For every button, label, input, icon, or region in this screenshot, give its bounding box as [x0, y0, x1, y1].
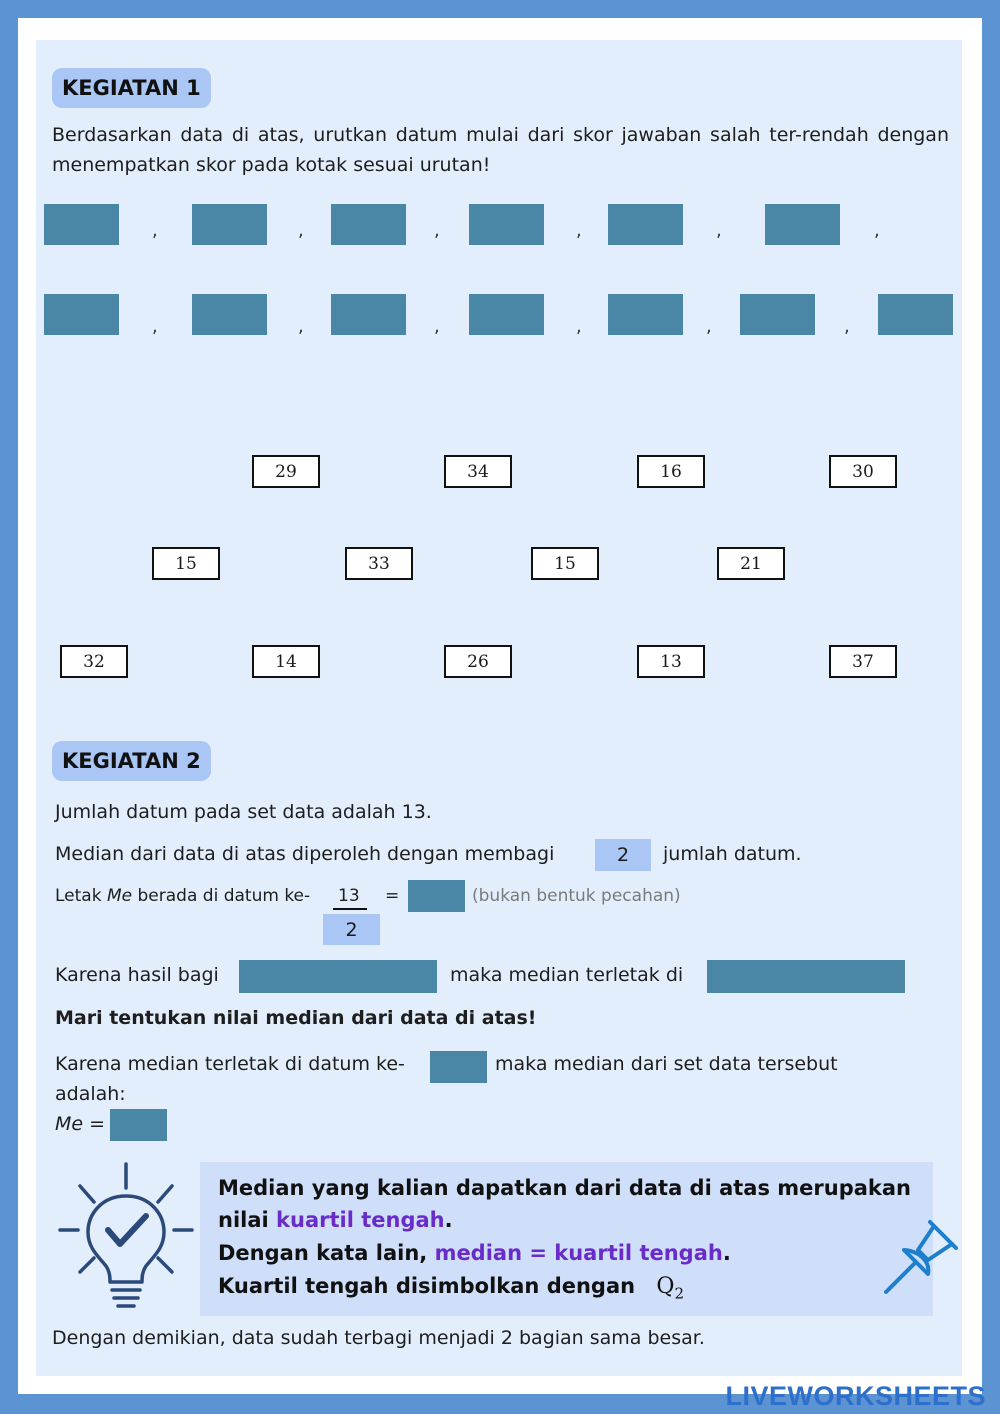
comma: ,: [844, 316, 850, 337]
comma: ,: [706, 316, 712, 337]
fraction-denominator: 2: [323, 914, 380, 945]
letak-me-text: [55, 881, 310, 911]
answer-slot-1[interactable]: [44, 204, 119, 245]
answer-slot-11[interactable]: [608, 294, 683, 335]
kegiatan-2-title: KEGIATAN 2: [52, 741, 211, 781]
note-line-3: [218, 1237, 731, 1269]
me-italic: Me: [106, 886, 133, 906]
answer-slot-7[interactable]: [44, 294, 119, 335]
fraction-numerator: 13: [338, 886, 360, 906]
comma: ,: [874, 220, 880, 241]
number-card[interactable]: 15: [152, 547, 220, 580]
equals-sign: =: [385, 886, 400, 906]
note-dengan-kata-lain: Dengan kata lain,: [218, 1241, 428, 1265]
number-card[interactable]: 32: [60, 645, 128, 678]
number-card[interactable]: 30: [829, 455, 897, 488]
comma: ,: [152, 316, 158, 337]
comma: ,: [152, 220, 158, 241]
number-card[interactable]: 13: [637, 645, 705, 678]
letak-rest: berada di datum ke-: [137, 886, 311, 906]
answer-slot-4[interactable]: [469, 204, 544, 245]
me-equals-label: [55, 1109, 105, 1139]
comma: ,: [576, 220, 582, 241]
note-box: [200, 1162, 933, 1316]
total-datum-text: Jumlah datum pada set data adalah 13.: [55, 801, 432, 823]
note-line-2: [218, 1204, 453, 1236]
number-card[interactable]: 34: [444, 455, 512, 488]
pushpin-icon: [878, 1214, 964, 1300]
hint-text: (bukan bentuk pecahan): [472, 886, 681, 906]
number-card[interactable]: 21: [717, 547, 785, 580]
conclusion-text: Dengan demikian, data sudah terbagi menjadi 2 bagian sama besar.: [52, 1327, 705, 1349]
answer-slot-5[interactable]: [608, 204, 683, 245]
median-datum-text: Karena median terletak di datum ke-: [55, 1053, 405, 1075]
answer-slot-12[interactable]: [740, 294, 815, 335]
adalah-text: adalah:: [55, 1083, 126, 1105]
median-value-answer[interactable]: [110, 1109, 167, 1141]
answer-slot-9[interactable]: [331, 294, 406, 335]
median-text-b: jumlah datum.: [663, 843, 802, 865]
hasil-bagi-text: Karena hasil bagi: [55, 964, 219, 986]
letak-label: Letak: [55, 886, 102, 906]
note-line-4: [218, 1270, 684, 1309]
median-datum-answer[interactable]: [430, 1051, 487, 1083]
note-nilai: nilai: [218, 1208, 269, 1232]
bold-instruction: Mari tentukan nilai median dari data di atas!: [55, 1007, 537, 1029]
comma: ,: [298, 316, 304, 337]
note-symbol-text: Kuartil tengah disimbolkan dengan: [218, 1274, 636, 1298]
number-card[interactable]: 14: [252, 645, 320, 678]
fraction-bar: [333, 908, 367, 910]
note-period: .: [444, 1208, 453, 1232]
q-subscript: 2: [674, 1284, 684, 1303]
kegiatan-1-title: KEGIATAN 1: [52, 68, 211, 108]
median-text-a: Median dari data di atas diperoleh dengan membagi: [55, 843, 555, 865]
worksheet-page: [36, 40, 962, 1376]
number-card[interactable]: 26: [444, 645, 512, 678]
note-median-equals: median = kuartil tengah: [434, 1241, 723, 1265]
comma: ,: [576, 316, 582, 337]
lightbulb-check-icon: [56, 1158, 216, 1318]
median-location-text: maka median terletak di: [450, 964, 684, 986]
median-value-text: maka median dari set data tersebut: [495, 1053, 838, 1075]
datum-position-answer[interactable]: [408, 880, 465, 912]
liveworksheets-logo: [725, 1381, 986, 1412]
answer-slot-10[interactable]: [469, 294, 544, 335]
q-letter: Q: [656, 1274, 675, 1299]
answer-slot-13[interactable]: [878, 294, 953, 335]
kegiatan-1-instruction: Berdasarkan data di atas, urutkan datum mulai dari skor jawaban salah ter-rendah dengan menempatkan skor pada kotak sesuai urutan!: [52, 124, 949, 176]
me-equals: =: [89, 1113, 106, 1135]
divisor-value: 2: [595, 839, 651, 871]
number-card[interactable]: 33: [345, 547, 413, 580]
comma: ,: [434, 316, 440, 337]
answer-slot-8[interactable]: [192, 294, 267, 335]
division-result-answer[interactable]: [239, 960, 437, 993]
comma: ,: [298, 220, 304, 241]
number-card[interactable]: 16: [637, 455, 705, 488]
number-card[interactable]: 37: [829, 645, 897, 678]
number-card[interactable]: 29: [252, 455, 320, 488]
number-card[interactable]: 15: [531, 547, 599, 580]
note-period: .: [722, 1241, 731, 1265]
answer-slot-2[interactable]: [192, 204, 267, 245]
comma: ,: [434, 220, 440, 241]
answer-slot-6[interactable]: [765, 204, 840, 245]
median-location-answer[interactable]: [707, 960, 905, 993]
comma: ,: [716, 220, 722, 241]
note-kuartil-tengah: kuartil tengah: [276, 1208, 445, 1232]
note-line-1: Median yang kalian dapatkan dari data di atas merupakan: [218, 1176, 912, 1200]
me-label: Me: [55, 1113, 84, 1135]
q2-symbol: [656, 1274, 684, 1303]
answer-slot-3[interactable]: [331, 204, 406, 245]
brand-text: LIVEWORKSHEETS: [725, 1381, 986, 1411]
